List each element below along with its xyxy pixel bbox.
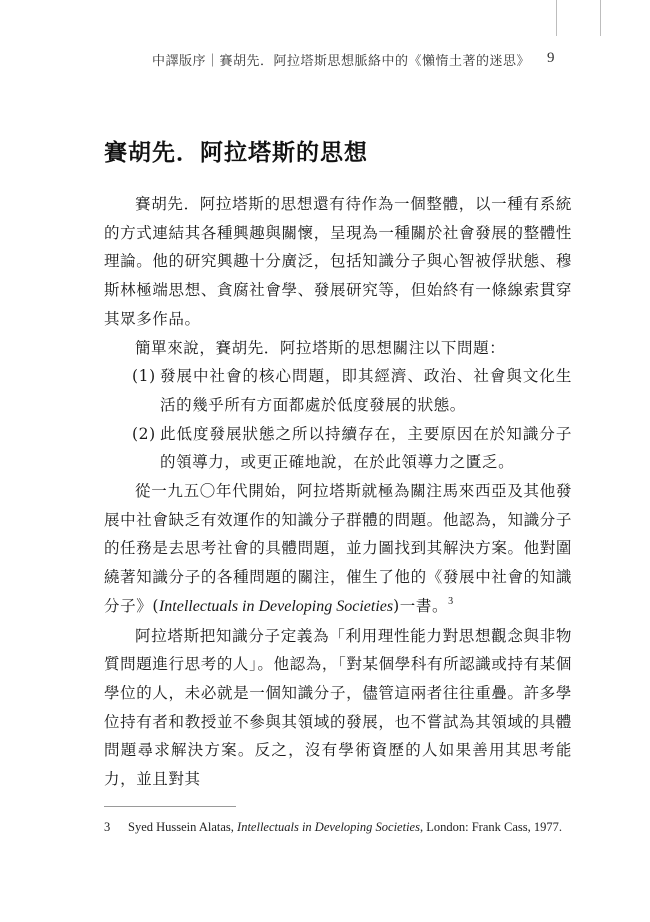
list-item-1-text: 發展中社會的核心問題，即其經濟、政治、社會與文化生活的幾乎所有方面都處於低度發展的狀態。 [160, 367, 572, 414]
list-marker-1: (1) [132, 367, 156, 386]
paragraph-3-text: 從一九五〇年代開始，阿拉塔斯就極為關注馬來西亞及其他發展中社會缺乏有效運作的知識分子群體的問題。他認為，知識分子的任務是去思考社會的具體問題，並力圖找到其解決方案。他對圍繞著知識分子的各種問題的關注，催生了他的《發展中社會的知識分子》 [104, 482, 572, 615]
footnote-publisher: , London: Frank Cass, 1977. [419, 820, 562, 834]
list-marker-2: (2) [132, 424, 156, 443]
footnote-divider [104, 806, 236, 807]
paragraph-1: 賽胡先．阿拉塔斯的思想還有待作為一個整體，以一種有系統的方式連結其各種興趣與關懷，呈現為一種關於社會發展的整體性理論。他的研究興趣十分廣泛，包括知識分子與心智被俘狀態、穆斯林極端思想、貪腐社會學、發展研究等，但始終有一條線索貫穿其眾多作品。 [104, 195, 572, 328]
body-text [104, 190, 572, 794]
running-head: 中譯版序｜賽胡先．阿拉塔斯思想脈絡中的《懶惰土著的迷思》 [151, 54, 530, 69]
footnote-number: 3 [104, 820, 111, 834]
list-item-1 [104, 362, 572, 419]
footnote-author: Syed Hussein Alatas, [128, 820, 238, 834]
crop-mark-right [600, 0, 601, 36]
list-item-2-text: 此低度發展狀態之所以持續存在，主要原因在於知識分子的領導力，或更正確地說，在於此領導力之匱乏。 [160, 424, 572, 472]
footnote-title: Intellectuals in Developing Societies [237, 820, 420, 834]
paren-close: )一書。 [393, 596, 449, 615]
crop-mark-left [556, 0, 557, 36]
page-number: 9 [547, 50, 555, 66]
paragraph-2: 簡單來說，賽胡先．阿拉塔斯的思想關注以下問題： [135, 338, 506, 357]
paragraph-4: 阿拉塔斯把知識分子定義為「利用理性能力對思想觀念與非物質問題進行思考的人」。他認為，「對某個學科有所認識或持有某個學位的人，未必就是一個知識分子，儘管這兩者往往重疊。許多學位持有者和教授並不參與其領域的發展，也不嘗試為其領域的具體問題尋求解決方案。反之，沒有學術資歷的人如果善用其思考能力，並且對其 [104, 626, 572, 789]
section-title: 賽胡先．阿拉塔斯的思想 [104, 139, 368, 166]
list-item-2 [104, 420, 572, 477]
book-title-english: Intellectuals in Developing Societies [158, 597, 394, 615]
footnote [104, 820, 562, 835]
paren-open: ( [152, 596, 159, 615]
footnote-reference[interactable]: 3 [448, 595, 454, 607]
paragraph-3 [104, 477, 572, 622]
